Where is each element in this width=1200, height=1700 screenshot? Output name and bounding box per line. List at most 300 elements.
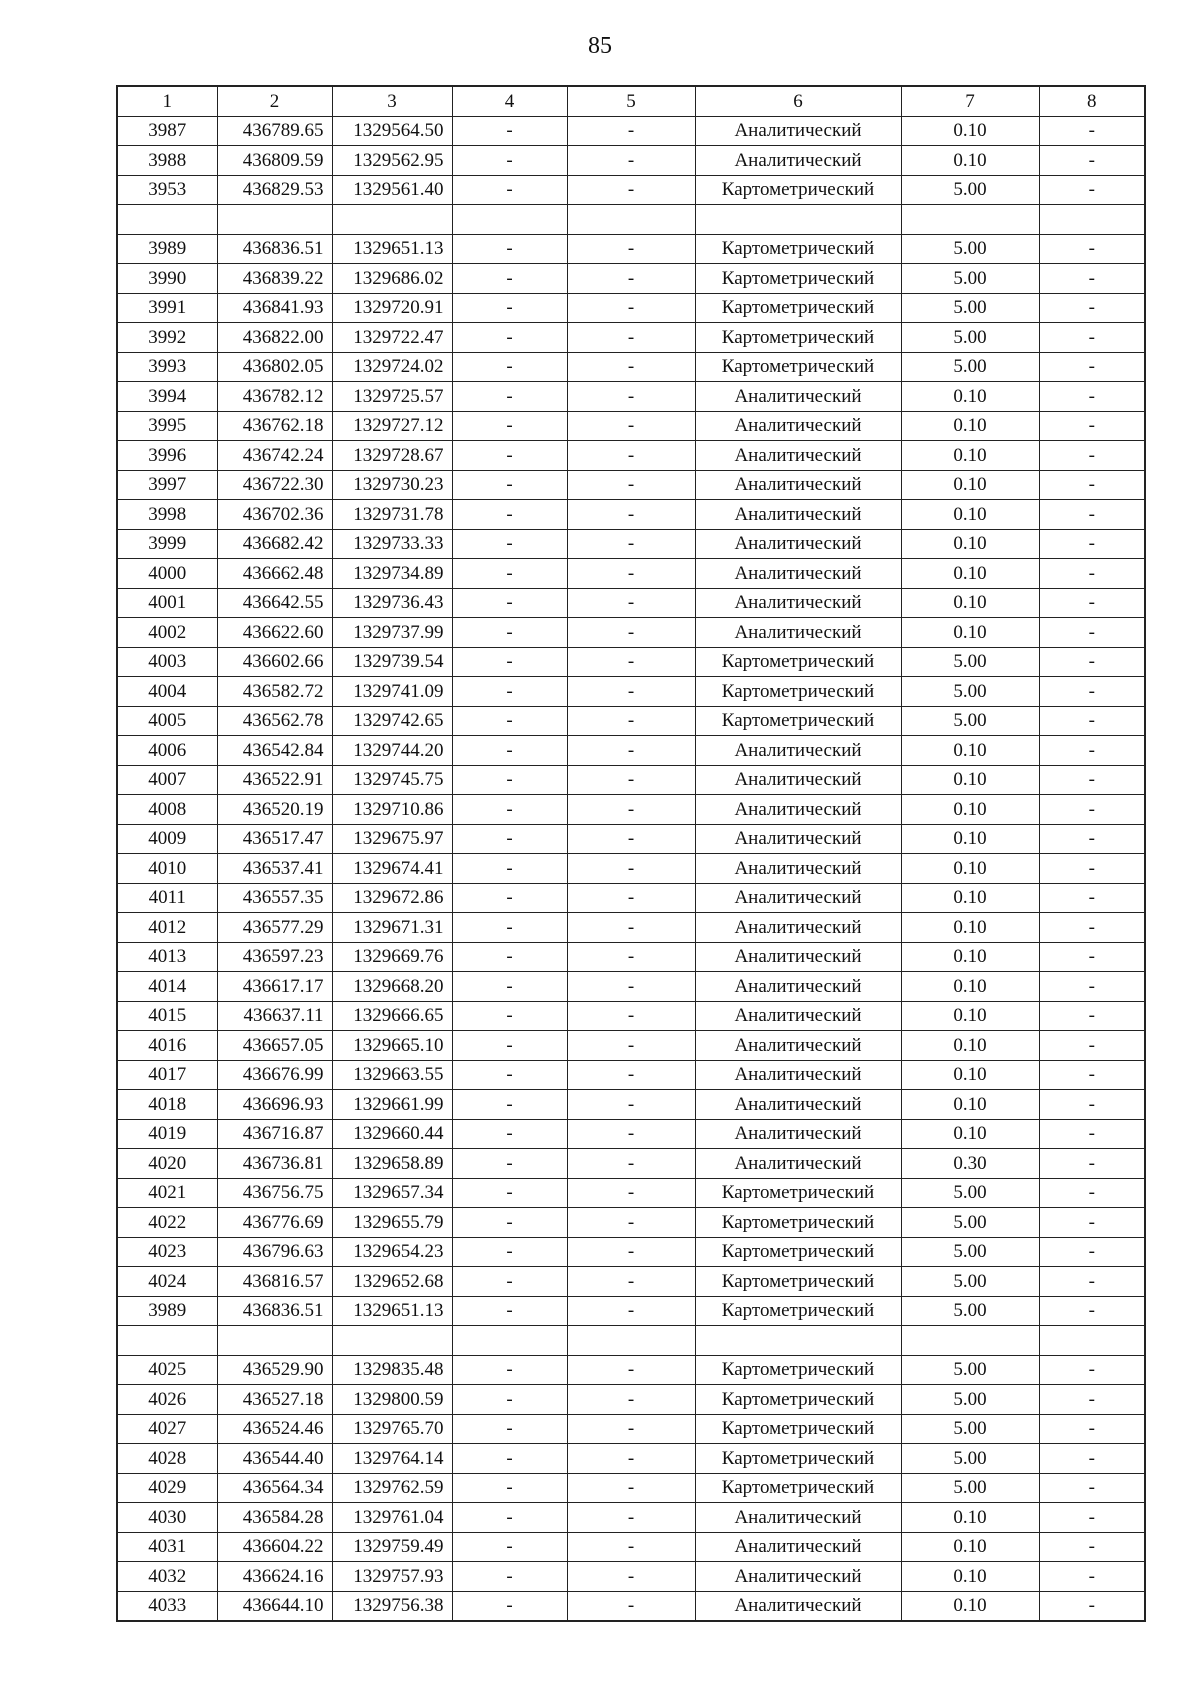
table-cell: Картометрический: [695, 175, 901, 205]
table-cell: 3999: [117, 529, 217, 559]
table-cell: Аналитический: [695, 854, 901, 884]
table-cell: 4020: [117, 1149, 217, 1179]
table-cell: Аналитический: [695, 441, 901, 471]
table-cell: 436562.78: [217, 706, 332, 736]
table-cell: -: [452, 972, 567, 1002]
table-cell: Аналитический: [695, 1119, 901, 1149]
table-cell: 5.00: [901, 352, 1039, 382]
table-cell: -: [567, 1355, 695, 1385]
table-cell: 4014: [117, 972, 217, 1002]
table-cell: 1329660.44: [332, 1119, 452, 1149]
table-cell: 1329674.41: [332, 854, 452, 884]
table-row: [117, 795, 1145, 825]
table-row: [117, 736, 1145, 766]
table-cell: 5.00: [901, 234, 1039, 264]
table-cell: -: [567, 1090, 695, 1120]
table-cell: -: [567, 1031, 695, 1061]
table-cell: 3995: [117, 411, 217, 441]
table-cell: -: [1039, 1090, 1145, 1120]
table-cell: -: [452, 470, 567, 500]
table-cell: -: [452, 1355, 567, 1385]
table-cell: -: [1039, 795, 1145, 825]
table-cell: -: [1039, 618, 1145, 648]
table-cell: 0.10: [901, 1562, 1039, 1592]
table-row: [117, 1326, 1145, 1356]
table-cell: 0.10: [901, 529, 1039, 559]
table-cell: 4024: [117, 1267, 217, 1297]
table-cell: 3991: [117, 293, 217, 323]
table-cell: -: [567, 1385, 695, 1415]
table-cell: 436662.48: [217, 559, 332, 589]
table-cell: -: [452, 1473, 567, 1503]
table-cell: 4015: [117, 1001, 217, 1031]
table-row: [117, 1473, 1145, 1503]
table-cell: -: [452, 1591, 567, 1621]
table-row: [117, 559, 1145, 589]
table-cell: [217, 1326, 332, 1356]
table-cell: Картометрический: [695, 1178, 901, 1208]
table-cell: -: [1039, 500, 1145, 530]
table-cell: 1329730.23: [332, 470, 452, 500]
table-cell: 5.00: [901, 1237, 1039, 1267]
table-cell: [117, 1326, 217, 1356]
table-cell: -: [567, 1562, 695, 1592]
table-row: [117, 1090, 1145, 1120]
table-cell: -: [1039, 323, 1145, 353]
table-cell: Аналитический: [695, 1060, 901, 1090]
table-row: [117, 1208, 1145, 1238]
table-cell: 1329759.49: [332, 1532, 452, 1562]
table-cell: 436517.47: [217, 824, 332, 854]
table-cell: -: [1039, 972, 1145, 1002]
table-cell: 4017: [117, 1060, 217, 1090]
table-row: [117, 146, 1145, 176]
column-header: 7: [901, 86, 1039, 116]
table-cell: 0.10: [901, 736, 1039, 766]
table-cell: 3997: [117, 470, 217, 500]
table-cell: -: [452, 824, 567, 854]
table-cell: -: [567, 1503, 695, 1533]
table-cell: Картометрический: [695, 706, 901, 736]
table-row: [117, 1001, 1145, 1031]
table-cell: 4027: [117, 1414, 217, 1444]
table-cell: 1329666.65: [332, 1001, 452, 1031]
table-cell: -: [1039, 441, 1145, 471]
table-cell: 4021: [117, 1178, 217, 1208]
table-cell: -: [1039, 1149, 1145, 1179]
table-cell: Аналитический: [695, 795, 901, 825]
table-cell: 4028: [117, 1444, 217, 1474]
table-row: [117, 500, 1145, 530]
table-cell: 3998: [117, 500, 217, 530]
table-cell: -: [452, 500, 567, 530]
table-cell: -: [452, 765, 567, 795]
table-cell: 436809.59: [217, 146, 332, 176]
table-cell: -: [452, 116, 567, 146]
table-cell: 436520.19: [217, 795, 332, 825]
table-cell: 1329722.47: [332, 323, 452, 353]
table-cell: 0.10: [901, 942, 1039, 972]
table-cell: -: [567, 1591, 695, 1621]
table-row: [117, 175, 1145, 205]
table-cell: -: [567, 1532, 695, 1562]
table-cell: -: [452, 411, 567, 441]
table-cell: 436836.51: [217, 1296, 332, 1326]
table-row: [117, 1591, 1145, 1621]
table-cell: [901, 1326, 1039, 1356]
table-cell: 4009: [117, 824, 217, 854]
table-cell: Картометрический: [695, 323, 901, 353]
table-cell: -: [1039, 588, 1145, 618]
table-header-row: [117, 86, 1145, 116]
table-row: [117, 264, 1145, 294]
table-cell: 4023: [117, 1237, 217, 1267]
table-row: [117, 1532, 1145, 1562]
table-cell: -: [452, 1001, 567, 1031]
table-row: [117, 1385, 1145, 1415]
table-cell: 436789.65: [217, 116, 332, 146]
table-cell: -: [452, 1562, 567, 1592]
column-header: 4: [452, 86, 567, 116]
table-cell: -: [567, 352, 695, 382]
table-cell: [1039, 1326, 1145, 1356]
table-cell: 0.30: [901, 1149, 1039, 1179]
table-cell: [332, 1326, 452, 1356]
table-cell: 1329672.86: [332, 883, 452, 913]
table-cell: -: [452, 1532, 567, 1562]
table-cell: 1329669.76: [332, 942, 452, 972]
table-cell: -: [567, 824, 695, 854]
table-cell: 1329764.14: [332, 1444, 452, 1474]
table-cell: -: [452, 441, 567, 471]
table-cell: 0.10: [901, 913, 1039, 943]
table-cell: 5.00: [901, 1385, 1039, 1415]
table-cell: -: [452, 677, 567, 707]
table-cell: 1329741.09: [332, 677, 452, 707]
table-cell: 1329728.67: [332, 441, 452, 471]
table-cell: -: [567, 647, 695, 677]
table-cell: 436522.91: [217, 765, 332, 795]
table-cell: -: [452, 529, 567, 559]
table-cell: -: [567, 116, 695, 146]
table-cell: -: [1039, 1444, 1145, 1474]
table-body: [117, 116, 1145, 1621]
table-cell: -: [452, 175, 567, 205]
table-row: [117, 1296, 1145, 1326]
table-cell: Аналитический: [695, 382, 901, 412]
table-cell: Аналитический: [695, 942, 901, 972]
table-cell: 1329756.38: [332, 1591, 452, 1621]
table-cell: Аналитический: [695, 913, 901, 943]
table-row: [117, 677, 1145, 707]
table-cell: -: [1039, 883, 1145, 913]
table-cell: 436537.41: [217, 854, 332, 884]
table-cell: -: [1039, 234, 1145, 264]
table-cell: 0.10: [901, 824, 1039, 854]
table-cell: 436622.60: [217, 618, 332, 648]
table-cell: -: [452, 1208, 567, 1238]
table-cell: 5.00: [901, 175, 1039, 205]
table-cell: 4001: [117, 588, 217, 618]
table-cell: 436839.22: [217, 264, 332, 294]
column-header: 2: [217, 86, 332, 116]
table-cell: 3989: [117, 234, 217, 264]
table-cell: -: [567, 1473, 695, 1503]
table-cell: -: [452, 323, 567, 353]
table-cell: 436796.63: [217, 1237, 332, 1267]
table-cell: 3989: [117, 1296, 217, 1326]
table-cell: Картометрический: [695, 293, 901, 323]
table-cell: -: [567, 1149, 695, 1179]
table-cell: Картометрический: [695, 264, 901, 294]
table-cell: -: [567, 677, 695, 707]
table-row: [117, 352, 1145, 382]
table-cell: -: [1039, 1001, 1145, 1031]
table-cell: -: [452, 647, 567, 677]
table-cell: Картометрический: [695, 234, 901, 264]
table-cell: -: [1039, 1355, 1145, 1385]
table-cell: -: [452, 1296, 567, 1326]
table-cell: 436696.93: [217, 1090, 332, 1120]
table-cell: -: [1039, 1267, 1145, 1297]
table-cell: 0.10: [901, 411, 1039, 441]
table-cell: 436597.23: [217, 942, 332, 972]
table-cell: -: [1039, 942, 1145, 972]
table-cell: 1329734.89: [332, 559, 452, 589]
table-cell: 436582.72: [217, 677, 332, 707]
table-cell: Картометрический: [695, 1355, 901, 1385]
table-cell: -: [1039, 293, 1145, 323]
table-cell: Картометрический: [695, 352, 901, 382]
table-row: [117, 913, 1145, 943]
table-cell: -: [567, 1414, 695, 1444]
table-cell: -: [567, 972, 695, 1002]
table-cell: -: [452, 1444, 567, 1474]
table-row: [117, 706, 1145, 736]
table-row: [117, 1444, 1145, 1474]
table-cell: -: [1039, 706, 1145, 736]
table-cell: 1329675.97: [332, 824, 452, 854]
table-cell: 436564.34: [217, 1473, 332, 1503]
table-row: [117, 470, 1145, 500]
table-cell: -: [1039, 1237, 1145, 1267]
table-row: [117, 942, 1145, 972]
table-cell: [452, 1326, 567, 1356]
table-cell: 1329651.13: [332, 1296, 452, 1326]
table-cell: -: [567, 500, 695, 530]
table-cell: -: [452, 1503, 567, 1533]
table-cell: -: [452, 1414, 567, 1444]
table-cell: Картометрический: [695, 677, 901, 707]
table-cell: -: [452, 1149, 567, 1179]
table-cell: -: [567, 883, 695, 913]
table-cell: -: [452, 382, 567, 412]
table-row: [117, 529, 1145, 559]
table-cell: 1329745.75: [332, 765, 452, 795]
table-cell: 4005: [117, 706, 217, 736]
table-cell: -: [567, 1060, 695, 1090]
table-row: [117, 1031, 1145, 1061]
table-cell: 4025: [117, 1355, 217, 1385]
table-row: [117, 382, 1145, 412]
table-row: [117, 441, 1145, 471]
table-cell: [217, 205, 332, 235]
table-row: [117, 1178, 1145, 1208]
table-cell: -: [1039, 765, 1145, 795]
table-cell: -: [452, 1385, 567, 1415]
column-header: 3: [332, 86, 452, 116]
table-cell: -: [567, 1267, 695, 1297]
table-cell: 5.00: [901, 1414, 1039, 1444]
table-cell: 1329661.99: [332, 1090, 452, 1120]
table-cell: 0.10: [901, 470, 1039, 500]
table-cell: Картометрический: [695, 1237, 901, 1267]
table-cell: 5.00: [901, 293, 1039, 323]
table-cell: Картометрический: [695, 1473, 901, 1503]
table-cell: Аналитический: [695, 1503, 901, 1533]
table-cell: -: [567, 1208, 695, 1238]
table-cell: 0.10: [901, 795, 1039, 825]
table-cell: 5.00: [901, 1444, 1039, 1474]
table-cell: 5.00: [901, 1208, 1039, 1238]
table-cell: -: [567, 411, 695, 441]
table-row: [117, 1562, 1145, 1592]
table-cell: 0.10: [901, 765, 1039, 795]
column-header: 8: [1039, 86, 1145, 116]
table-cell: -: [567, 529, 695, 559]
table-cell: -: [452, 293, 567, 323]
table-cell: -: [452, 618, 567, 648]
table-cell: -: [1039, 559, 1145, 589]
table-cell: -: [1039, 647, 1145, 677]
table-cell: -: [452, 913, 567, 943]
table-cell: 3987: [117, 116, 217, 146]
table-cell: 436544.40: [217, 1444, 332, 1474]
table-cell: 5.00: [901, 647, 1039, 677]
table-row: [117, 647, 1145, 677]
table-cell: 1329737.99: [332, 618, 452, 648]
table-cell: 1329724.02: [332, 352, 452, 382]
table-cell: -: [452, 942, 567, 972]
table-cell: -: [1039, 824, 1145, 854]
table-cell: 1329663.55: [332, 1060, 452, 1090]
table-cell: -: [1039, 1208, 1145, 1238]
table-cell: -: [452, 1031, 567, 1061]
table-cell: 1329654.23: [332, 1237, 452, 1267]
table-cell: -: [452, 1237, 567, 1267]
table-cell: -: [567, 323, 695, 353]
table-cell: Аналитический: [695, 588, 901, 618]
table-cell: -: [567, 854, 695, 884]
table-cell: -: [1039, 1296, 1145, 1326]
table-cell: Аналитический: [695, 1149, 901, 1179]
table-cell: 436736.81: [217, 1149, 332, 1179]
table-cell: 0.10: [901, 1532, 1039, 1562]
table-cell: 436542.84: [217, 736, 332, 766]
table-cell: 436836.51: [217, 234, 332, 264]
table-cell: [901, 205, 1039, 235]
coordinates-table: [116, 85, 1146, 1622]
table-cell: 5.00: [901, 1296, 1039, 1326]
table-cell: [695, 1326, 901, 1356]
table-cell: -: [567, 706, 695, 736]
table-cell: -: [1039, 1031, 1145, 1061]
table-cell: -: [452, 736, 567, 766]
table-cell: [1039, 205, 1145, 235]
table-cell: 436762.18: [217, 411, 332, 441]
table-cell: -: [1039, 264, 1145, 294]
table-row: [117, 1503, 1145, 1533]
table-row: [117, 1060, 1145, 1090]
table-cell: 4002: [117, 618, 217, 648]
table-cell: -: [1039, 1119, 1145, 1149]
table-cell: 0.10: [901, 559, 1039, 589]
table-cell: -: [567, 588, 695, 618]
table-cell: 4019: [117, 1119, 217, 1149]
table-cell: Аналитический: [695, 559, 901, 589]
table-cell: 436624.16: [217, 1562, 332, 1592]
table-cell: Картометрический: [695, 1296, 901, 1326]
table-cell: -: [567, 942, 695, 972]
table-cell: 436682.42: [217, 529, 332, 559]
table-cell: Аналитический: [695, 1532, 901, 1562]
table-cell: -: [452, 883, 567, 913]
table-cell: -: [1039, 116, 1145, 146]
table-cell: 3993: [117, 352, 217, 382]
table-row: [117, 116, 1145, 146]
table-cell: 3996: [117, 441, 217, 471]
table-cell: 5.00: [901, 1473, 1039, 1503]
table-cell: 4031: [117, 1532, 217, 1562]
table-row: [117, 293, 1145, 323]
table-cell: 436527.18: [217, 1385, 332, 1415]
table-cell: -: [452, 1178, 567, 1208]
table-cell: [117, 205, 217, 235]
table-cell: Картометрический: [695, 647, 901, 677]
table-cell: 3992: [117, 323, 217, 353]
table-cell: 5.00: [901, 706, 1039, 736]
table-cell: 1329686.02: [332, 264, 452, 294]
table-cell: 436756.75: [217, 1178, 332, 1208]
table-cell: 1329762.59: [332, 1473, 452, 1503]
table-cell: -: [1039, 1414, 1145, 1444]
table-cell: 5.00: [901, 1178, 1039, 1208]
table-cell: Аналитический: [695, 470, 901, 500]
table-cell: 3994: [117, 382, 217, 412]
table-cell: -: [452, 706, 567, 736]
table-cell: -: [567, 795, 695, 825]
table-cell: -: [1039, 352, 1145, 382]
column-header: 1: [117, 86, 217, 116]
table-cell: -: [1039, 1385, 1145, 1415]
table-cell: 1329761.04: [332, 1503, 452, 1533]
table-cell: 5.00: [901, 1355, 1039, 1385]
table-cell: 4008: [117, 795, 217, 825]
table-cell: 1329736.43: [332, 588, 452, 618]
table-cell: 4022: [117, 1208, 217, 1238]
table-cell: 436577.29: [217, 913, 332, 943]
table-cell: 436617.17: [217, 972, 332, 1002]
table-cell: 3988: [117, 146, 217, 176]
table-cell: 436642.55: [217, 588, 332, 618]
table-cell: 0.10: [901, 1031, 1039, 1061]
table-cell: Аналитический: [695, 116, 901, 146]
table-row: [117, 854, 1145, 884]
table-row: [117, 1237, 1145, 1267]
table-cell: 436584.28: [217, 1503, 332, 1533]
table-row: [117, 1355, 1145, 1385]
table-cell: 0.10: [901, 1119, 1039, 1149]
